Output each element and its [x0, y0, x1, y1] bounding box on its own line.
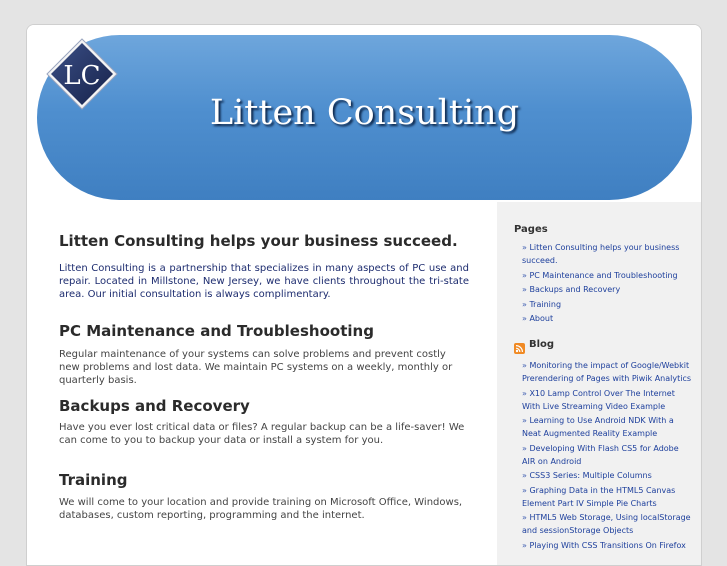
blog-posts-list — [522, 359, 692, 553]
page-link-label: Backups and Recovery — [529, 285, 621, 294]
blog-post-link[interactable] — [522, 469, 692, 482]
sidebar — [497, 202, 701, 565]
section-heading: Training — [59, 471, 128, 489]
page-link-home[interactable] — [522, 241, 692, 267]
section-pc-maintenance — [59, 322, 469, 387]
arrow-icon: » — [522, 299, 527, 309]
page-link-training[interactable] — [522, 298, 692, 311]
blog-post-link[interactable] — [522, 359, 692, 385]
main-content — [27, 202, 497, 562]
blog-post-label: CSS3 Series: Multiple Columns — [529, 471, 652, 480]
site-header — [27, 25, 701, 202]
arrow-icon: » — [522, 314, 527, 323]
blog-post-label: Graphing Data in the HTML5 Canvas Element Part IV Simple Pie Charts — [522, 485, 676, 508]
logo-text: LC — [63, 61, 101, 91]
blog-post-label: Learning to Use Android NDK With a Neat Augmented Reality Example — [522, 416, 674, 438]
blog-post-link[interactable] — [522, 442, 692, 468]
page-link-label: Training — [529, 299, 562, 309]
page-link-label: Litten Consulting helps your business succeed. — [522, 243, 680, 265]
page-link-pc-maintenance[interactable] — [522, 269, 692, 282]
section-heading: PC Maintenance and Troubleshooting — [59, 322, 374, 340]
section-heading: Backups and Recovery — [59, 397, 250, 415]
blog-post-label: Developing With Flash CS5 for Adobe AIR on Android — [522, 443, 679, 466]
arrow-icon: » — [522, 540, 527, 550]
page-link-about[interactable] — [522, 312, 692, 325]
arrow-icon: » — [522, 443, 527, 453]
page-link-backups[interactable] — [522, 283, 692, 296]
site-title[interactable]: Litten Consulting — [209, 93, 520, 133]
blog-post-label: HTML5 Web Storage, Using localStorage and sessionStorage Objects — [522, 513, 691, 535]
blog-post-link[interactable] — [522, 511, 692, 537]
page-link-label: PC Maintenance and Troubleshooting — [529, 270, 678, 280]
arrow-icon: » — [522, 270, 527, 280]
page-container — [26, 24, 702, 566]
section-training — [59, 471, 469, 522]
pages-list — [522, 241, 692, 327]
arrow-icon: » — [522, 485, 527, 495]
lc-logo[interactable] — [46, 38, 118, 110]
section-body: Regular maintenance of your systems can solve problems and prevent costly new problems and lost data. We maintain PC systems on a weekly, monthly or quarterly basis. — [59, 349, 453, 386]
arrow-icon: » — [522, 513, 527, 522]
blog-post-link[interactable] — [522, 414, 692, 440]
blog-post-label: Monitoring the impact of Google/Webkit Prerendering of Pages with Piwik Analytics — [522, 361, 692, 383]
arrow-icon: » — [522, 416, 527, 425]
section-intro — [59, 232, 469, 301]
header-banner — [37, 35, 692, 200]
blog-post-link[interactable] — [522, 387, 692, 413]
pages-heading: Pages — [514, 224, 548, 235]
section-body: We will come to your location and provide training on Microsoft Office, Windows, databases, custom reporting, programming and the internet. — [59, 497, 463, 521]
blog-post-link[interactable] — [522, 539, 692, 552]
blog-post-link[interactable] — [522, 484, 692, 510]
arrow-icon: » — [522, 388, 527, 398]
blog-post-label: Playing With CSS Transitions On Firefox — [529, 540, 686, 550]
arrow-icon: » — [522, 285, 527, 294]
section-backups — [59, 397, 469, 447]
rss-feed-icon[interactable] — [514, 339, 525, 350]
section-body: Litten Consulting is a partnership that specializes in many aspects of PC use and repair. Located in Millstone, New Jersey, we have clients throughout the tri-state area. Our initial consultation is always complimentary. — [59, 263, 469, 300]
arrow-icon: » — [522, 361, 527, 370]
blog-post-label: X10 Lamp Control Over The Internet With Live Streaming Video Example — [522, 388, 675, 411]
lc-diamond-icon — [46, 38, 118, 110]
section-body: Have you ever lost critical data or files? A regular backup can be a life-saver! We can come to you to backup your data or install a system for you. — [59, 422, 465, 446]
page-link-label: About — [529, 314, 554, 323]
section-heading: Litten Consulting helps your business succeed. — [59, 232, 458, 250]
arrow-icon: » — [522, 243, 527, 252]
blog-heading-row — [514, 339, 554, 350]
arrow-icon: » — [522, 471, 527, 480]
blog-heading[interactable]: Blog — [529, 339, 555, 350]
